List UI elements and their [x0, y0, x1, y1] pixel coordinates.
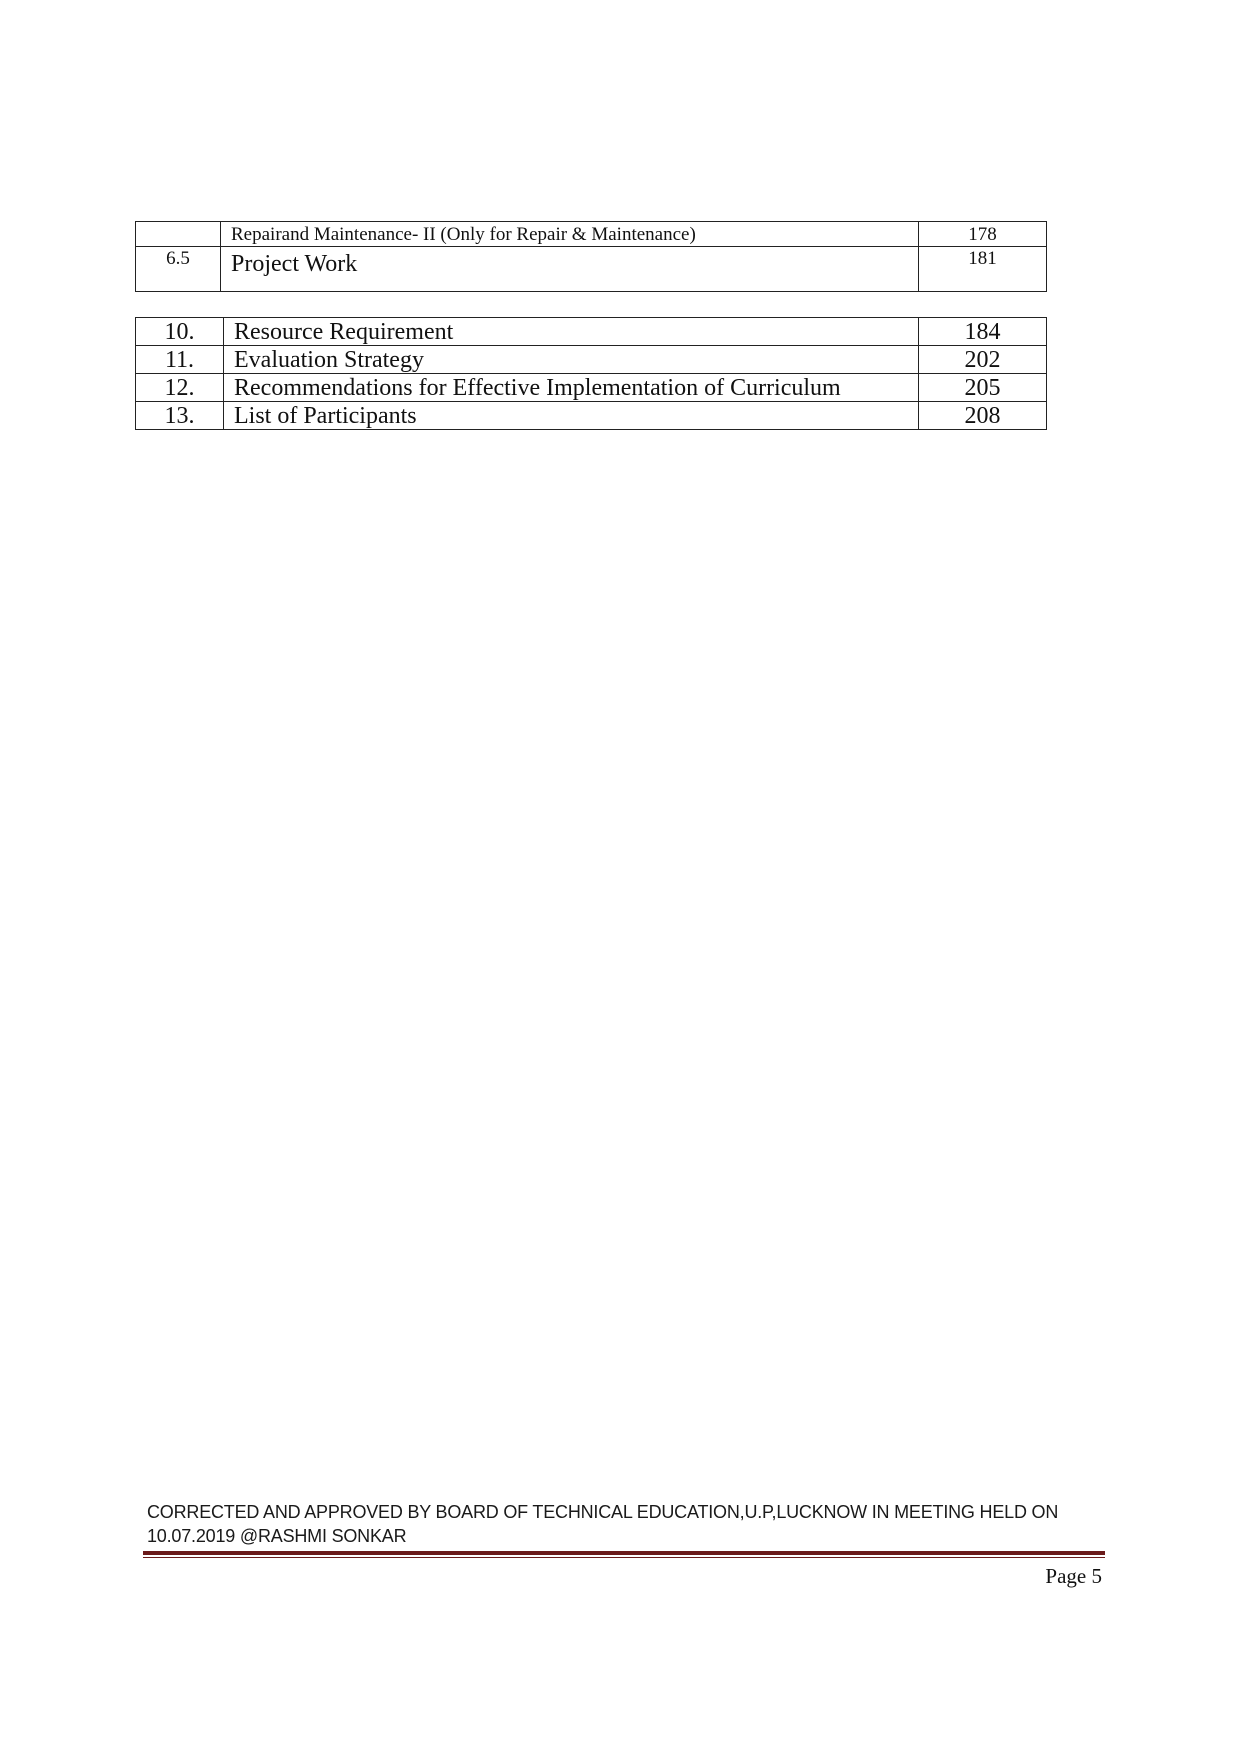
toc-row: [136, 402, 1047, 430]
toc-entry-page: 205: [919, 374, 1047, 402]
toc-entry-title: Project Work: [221, 247, 919, 292]
toc-entry-page: 178: [919, 222, 1047, 247]
toc-row: [136, 374, 1047, 402]
footer-divider: [143, 1551, 1105, 1555]
toc-entry-title: Recommendations for Effective Implementation of Curriculum: [224, 374, 919, 402]
toc-entry-title: Evaluation Strategy: [224, 346, 919, 374]
toc-entry-number: 11.: [136, 346, 224, 374]
toc-entry-page: 184: [919, 318, 1047, 346]
toc-row: [136, 346, 1047, 374]
toc-table-main: [135, 317, 1047, 430]
footer-divider: [143, 1557, 1105, 1558]
toc-entry-page: 208: [919, 402, 1047, 430]
toc-row: [136, 222, 1047, 247]
toc-entry-number: 12.: [136, 374, 224, 402]
footer-approval-note: [147, 1500, 1107, 1548]
page-number: Page 5: [1045, 1564, 1102, 1588]
toc-entry-page: 202: [919, 346, 1047, 374]
toc-entry-title: List of Participants: [224, 402, 919, 430]
toc-entry-number: 6.5: [136, 247, 221, 292]
toc-entry-number: [136, 222, 221, 247]
toc-table-continued: [135, 221, 1047, 292]
toc-entry-page: 181: [919, 247, 1047, 292]
toc-entry-number: 10.: [136, 318, 224, 346]
footer-approval-line: 10.07.2019 @RASHMI SONKAR: [147, 1526, 407, 1546]
footer-approval-line: CORRECTED AND APPROVED BY BOARD OF TECHNICAL EDUCATION,U.P,LUCKNOW IN MEETING HELD ON: [147, 1502, 1059, 1522]
toc-entry-number: 13.: [136, 402, 224, 430]
toc-entry-title: Resource Requirement: [224, 318, 919, 346]
toc-row: [136, 247, 1047, 292]
toc-row: [136, 318, 1047, 346]
toc-entry-title: Repairand Maintenance- II (Only for Repair & Maintenance): [221, 222, 919, 247]
